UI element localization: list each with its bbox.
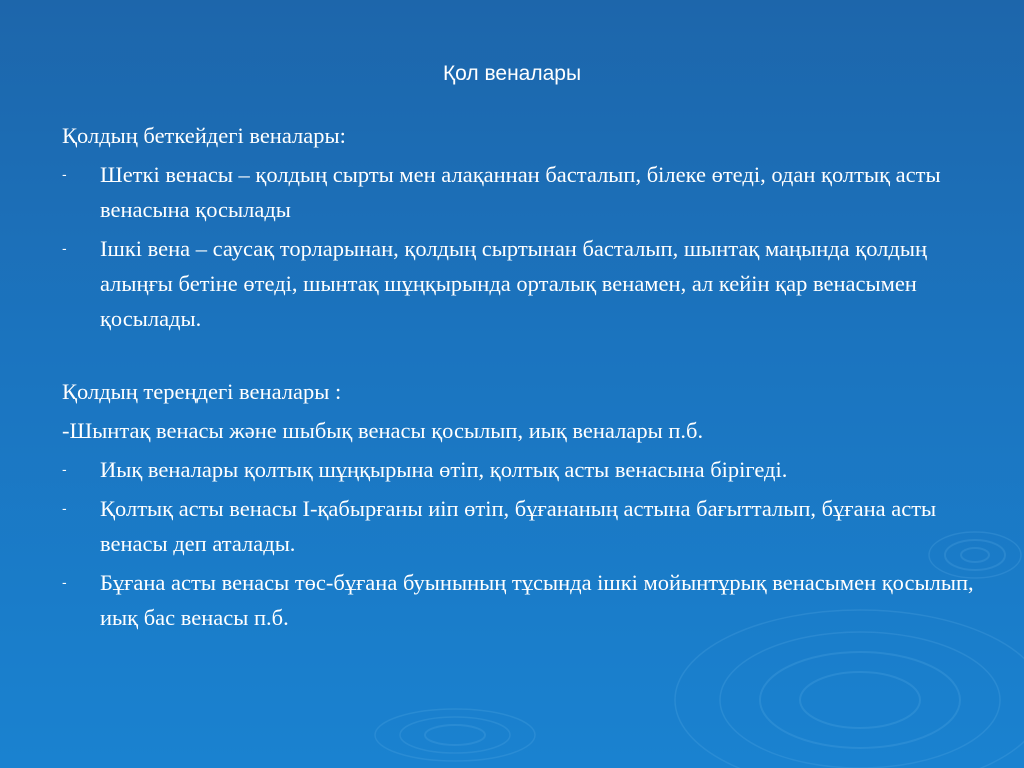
list-item-text: Бұғана асты венасы төс-бұғана буынының тұсында ішкі мойынтұрық венасымен қосылып, иық бас венасы п.б. bbox=[100, 570, 974, 630]
dash-bullet: - bbox=[62, 500, 67, 516]
list-item bbox=[62, 452, 982, 487]
dash-bullet: - bbox=[62, 461, 67, 477]
list-item-text: Шеткі венасы – қолдың сырты мен алақаннан басталып, білеке өтеді, одан қолтық асты венасына қосылады bbox=[100, 162, 941, 222]
dash-bullet: - bbox=[62, 240, 67, 256]
section-heading-superficial-veins: Қолдың беткейдегі веналары: bbox=[62, 123, 346, 148]
list-item bbox=[62, 231, 982, 336]
list-item-text: Иық веналары қолтық шұңқырына өтіп, қолтық асты венасына бірігеді. bbox=[100, 457, 788, 482]
list-item bbox=[62, 491, 982, 561]
dash-bullet: - bbox=[62, 166, 67, 182]
dash-bullet: - bbox=[62, 574, 67, 590]
list-item-text: Қолтық асты венасы І-қабырғаны иіп өтіп, бұғананың астына бағытталып, бұғана асты венасы деп аталады. bbox=[100, 496, 937, 556]
slide-body bbox=[62, 118, 982, 635]
section-heading-deep-veins: Қолдың тереңдегі веналары : bbox=[62, 379, 342, 404]
spacer bbox=[62, 336, 982, 374]
list-item bbox=[62, 565, 982, 635]
slide-title: Қол веналары bbox=[442, 62, 582, 85]
list-item bbox=[62, 157, 982, 227]
list-item-text: Ішкі вена – саусақ торларынан, қолдың сыртынан басталып, шынтақ маңында қолдың алыңғы бетіне өтеді, шынтақ шұңқырында орталық венамен, ал кейін қар венасымен қосылады. bbox=[100, 236, 928, 331]
section-intro-line: -Шынтақ венасы және шыбық венасы қосылып, иық веналары п.б. bbox=[62, 418, 704, 443]
